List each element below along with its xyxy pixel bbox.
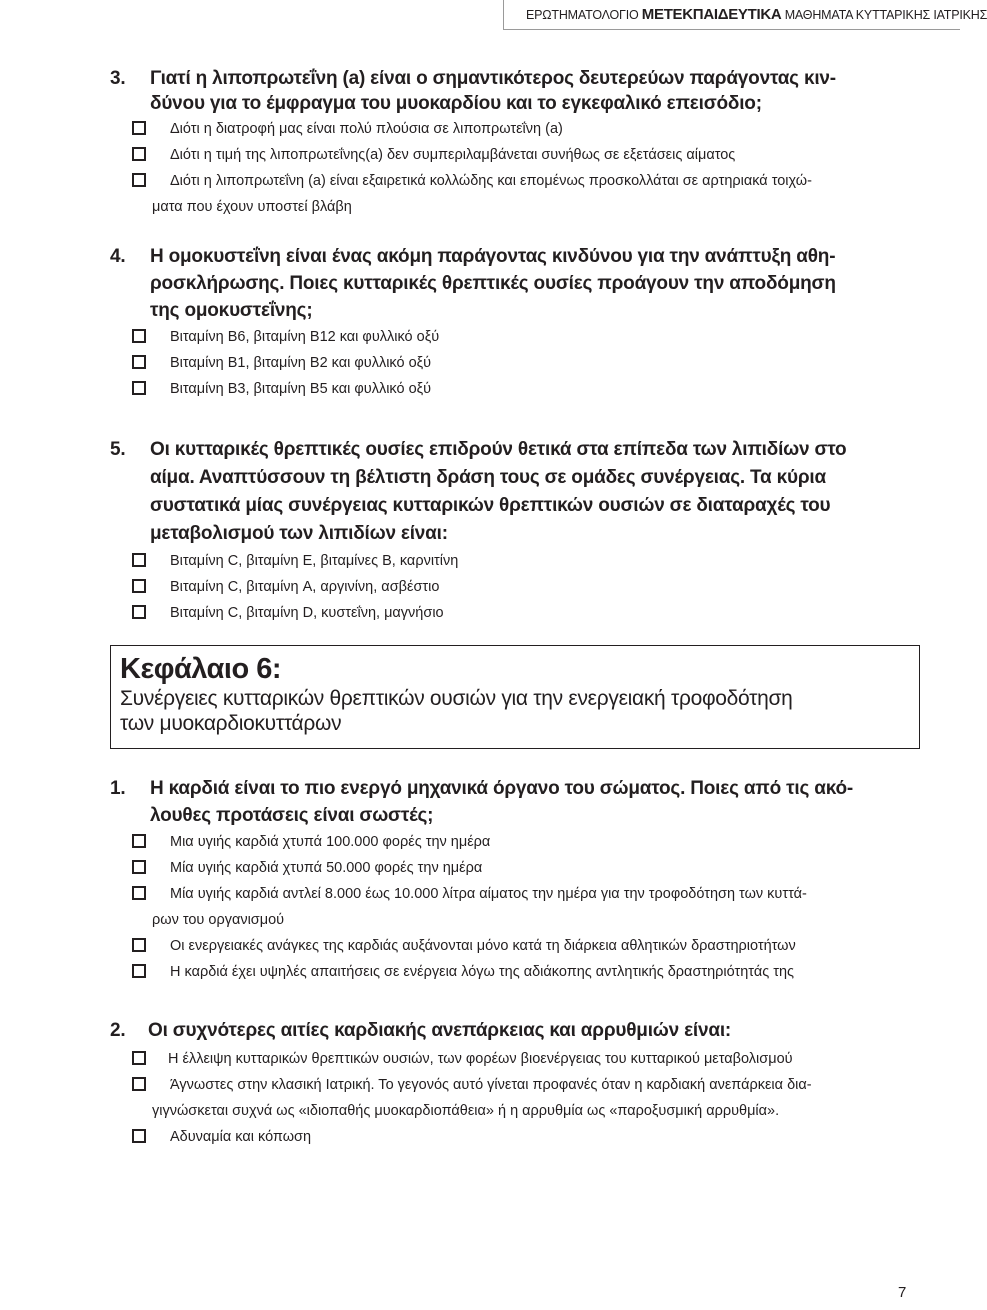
answer-option[interactable] — [132, 574, 910, 600]
answer-option[interactable] — [132, 548, 910, 574]
chapter-subtitle-line: των μυοκαρδιοκυττάρων — [120, 712, 342, 735]
checkbox[interactable] — [132, 834, 146, 848]
checkbox[interactable] — [132, 605, 146, 619]
question-number: 5. — [110, 439, 126, 460]
question-text-line: Οι κυτταρικές θρεπτικές ουσίες επιδρούν θετικά στα επίπεδα των λιπιδίων στο — [150, 439, 847, 460]
answer-option[interactable] — [132, 959, 910, 985]
question-text-line: Οι συχνότερες αιτίες καρδιακής ανεπάρκειας και αρρυθμιών είναι: — [148, 1020, 732, 1041]
answer-option[interactable] — [132, 1072, 910, 1124]
page-number: 7 — [898, 1284, 907, 1301]
question-number: 3. — [110, 68, 126, 89]
question-text-line: Η καρδιά είναι το πιο ενεργό μηχανικά όργανο του σώματος. Ποιες από τις ακό- — [150, 778, 854, 799]
question-3 — [110, 66, 880, 220]
chapter-question-2-title — [110, 1018, 880, 1043]
question-4 — [110, 243, 880, 402]
answer-option[interactable] — [132, 142, 910, 168]
question-number: 1. — [110, 778, 126, 799]
answer-option[interactable] — [132, 933, 910, 959]
checkbox[interactable] — [132, 381, 146, 395]
question-text-line: δύνου για το έμφραγμα του μυοκαρδίου και το εγκεφαλικό επεισόδιο; — [150, 93, 762, 114]
answer-option-text: Η έλλειψη κυτταρικών θρεπτικών ουσιών, των φορέων βιοενέργειας του κυτταρικού μεταβολισμού — [168, 1051, 793, 1067]
answer-option[interactable] — [132, 376, 910, 402]
answer-option-text: Βιταμίνη C, βιταμίνη A, αργινίνη, ασβέστιο — [170, 579, 440, 595]
question-number: 2. — [110, 1020, 126, 1041]
chapter-question-1 — [110, 775, 880, 985]
header-prefix: ΕΡΩΤΗΜΑΤΟΛΟΓΙΟ — [526, 8, 639, 22]
question-text-line: μεταβολισμού των λιπιδίων είναι: — [150, 523, 448, 544]
answer-option[interactable] — [132, 116, 910, 142]
answer-option-text: Η καρδιά έχει υψηλές απαιτήσεις σε ενέργεια λόγω της αδιάκοπης αντλητικής δραστηριότητάς της — [170, 964, 795, 980]
question-text-line: αίμα. Αναπτύσσουν τη βέλτιστη δράση τους σε ομάδες συνέργειας. Τα κύρια — [150, 467, 826, 488]
answer-option[interactable] — [132, 855, 910, 881]
checkbox[interactable] — [132, 579, 146, 593]
answer-option[interactable] — [132, 600, 910, 626]
chapter-question-1-title — [110, 775, 880, 829]
answer-option-text: Βιταμίνη C, βιταμίνη D, κυστεΐνη, μαγνήσιο — [170, 605, 444, 621]
answer-option-text: Οι ενεργειακές ανάγκες της καρδιάς αυξάνονται μόνο κατά τη διάρκεια αθλητικών δραστηριοτήτων — [170, 938, 796, 954]
checkbox[interactable] — [132, 886, 146, 900]
checkbox[interactable] — [132, 329, 146, 343]
answer-option[interactable] — [132, 350, 910, 376]
header-title: ΜΕΤΕΚΠΑΙΔΕΥΤΙΚΑ — [641, 6, 782, 23]
answer-option[interactable] — [132, 168, 910, 220]
checkbox[interactable] — [132, 1129, 146, 1143]
question-text-line: ροσκλήρωσης. Ποιες κυτταρικές θρεπτικές ουσίες προάγουν την αποδόμηση — [150, 273, 836, 294]
answer-option-text: Διότι η λιποπρωτεΐνη (a) είναι εξαιρετικά κολλώδης και επομένως προσκολλάται σε αρτηριακά τοιχώ- — [170, 173, 812, 189]
question-text-line: της ομοκυστεΐνης; — [150, 300, 313, 321]
checkbox[interactable] — [132, 964, 146, 978]
answer-option-text: Βιταμίνη C, βιταμίνη E, βιταμίνες B, καρνιτίνη — [170, 553, 459, 569]
answer-option-text-continued: ρων του οργανισμού — [152, 912, 285, 928]
question-number: 4. — [110, 246, 126, 267]
answer-option-text: Βιταμίνη B6, βιταμίνη B12 και φυλλικό οξύ — [170, 329, 440, 345]
checkbox[interactable] — [132, 147, 146, 161]
question-text-line: λουθες προτάσεις είναι σωστές; — [150, 805, 434, 826]
chapter-subtitle-line: Συνέργειες κυτταρικών θρεπτικών ουσιών για την ενεργειακή τροφοδότηση — [120, 687, 793, 710]
answer-option-text: Βιταμίνη B1, βιταμίνη B2 και φυλλικό οξύ — [170, 355, 432, 371]
chapter-heading-box — [110, 645, 920, 749]
header-suffix: ΜΑΘΗΜΑΤΑ ΚΥΤΤΑΡΙΚΗΣ ΙΑΤΡΙΚΗΣ — [784, 8, 987, 22]
question-3-title — [110, 66, 880, 116]
checkbox[interactable] — [132, 1051, 146, 1065]
question-5-title — [110, 436, 880, 548]
question-text-line: Γιατί η λιποπρωτεΐνη (a) είναι ο σημαντικότερος δευτερεύων παράγοντας κιν- — [150, 68, 836, 89]
question-4-title — [110, 243, 880, 324]
answer-option-text: Διότι η τιμή της λιποπρωτεΐνης(a) δεν συμπεριλαμβάνεται συνήθως σε εξετάσεις αίματος — [170, 147, 736, 163]
checkbox[interactable] — [132, 938, 146, 952]
answer-option-text: Μια υγιής καρδιά χτυπά 100.000 φορές την ημέρα — [170, 834, 491, 850]
answer-option-text-continued: γιγνώσκεται συχνά ως «ιδιοπαθής μυοκαρδιοπάθεια» ή η αρρυθμία ως «παροξυσμική αρρυθμία». — [152, 1103, 780, 1119]
checkbox[interactable] — [132, 1077, 146, 1091]
question-text-line: Η ομοκυστεΐνη είναι ένας ακόμη παράγοντας κινδύνου για την ανάπτυξη αθη- — [150, 246, 836, 267]
checkbox[interactable] — [132, 860, 146, 874]
checkbox[interactable] — [132, 121, 146, 135]
answer-option[interactable] — [132, 829, 910, 855]
answer-option-text: Άγνωστες στην κλασική Ιατρική. Το γεγονός αυτό γίνεται προφανές όταν η καρδιακή ανεπάρκεια δια- — [170, 1077, 812, 1093]
answer-option-text: Βιταμίνη B3, βιταμίνη B5 και φυλλικό οξύ — [170, 381, 432, 397]
question-5 — [110, 436, 880, 626]
chapter-question-2 — [110, 1018, 880, 1150]
answer-option-text: Μία υγιής καρδιά αντλεί 8.000 έως 10.000 λίτρα αίματος την ημέρα για την τροφοδότηση των κυττά- — [170, 886, 807, 902]
answer-option[interactable] — [132, 1046, 910, 1072]
answer-option[interactable] — [132, 324, 910, 350]
checkbox[interactable] — [132, 173, 146, 187]
answer-option-text-continued: ματα που έχουν υποστεί βλάβη — [152, 199, 352, 215]
answer-option-text: Μία υγιής καρδιά χτυπά 50.000 φορές την ημέρα — [170, 860, 483, 876]
answer-option[interactable] — [132, 1124, 910, 1150]
checkbox[interactable] — [132, 553, 146, 567]
checkbox[interactable] — [132, 355, 146, 369]
question-text-line: συστατικά μίας συνέργειας κυτταρικών θρεπτικών ουσιών σε διαταραχές του — [150, 495, 831, 516]
answer-option-text: Αδυναμία και κόπωση — [170, 1129, 312, 1145]
answer-option-text: Διότι η διατροφή μας είναι πολύ πλούσια σε λιποπρωτεΐνη (a) — [170, 121, 563, 137]
chapter-title: Κεφάλαιο 6: — [120, 653, 281, 685]
running-header — [503, 0, 987, 30]
answer-option[interactable] — [132, 881, 910, 933]
